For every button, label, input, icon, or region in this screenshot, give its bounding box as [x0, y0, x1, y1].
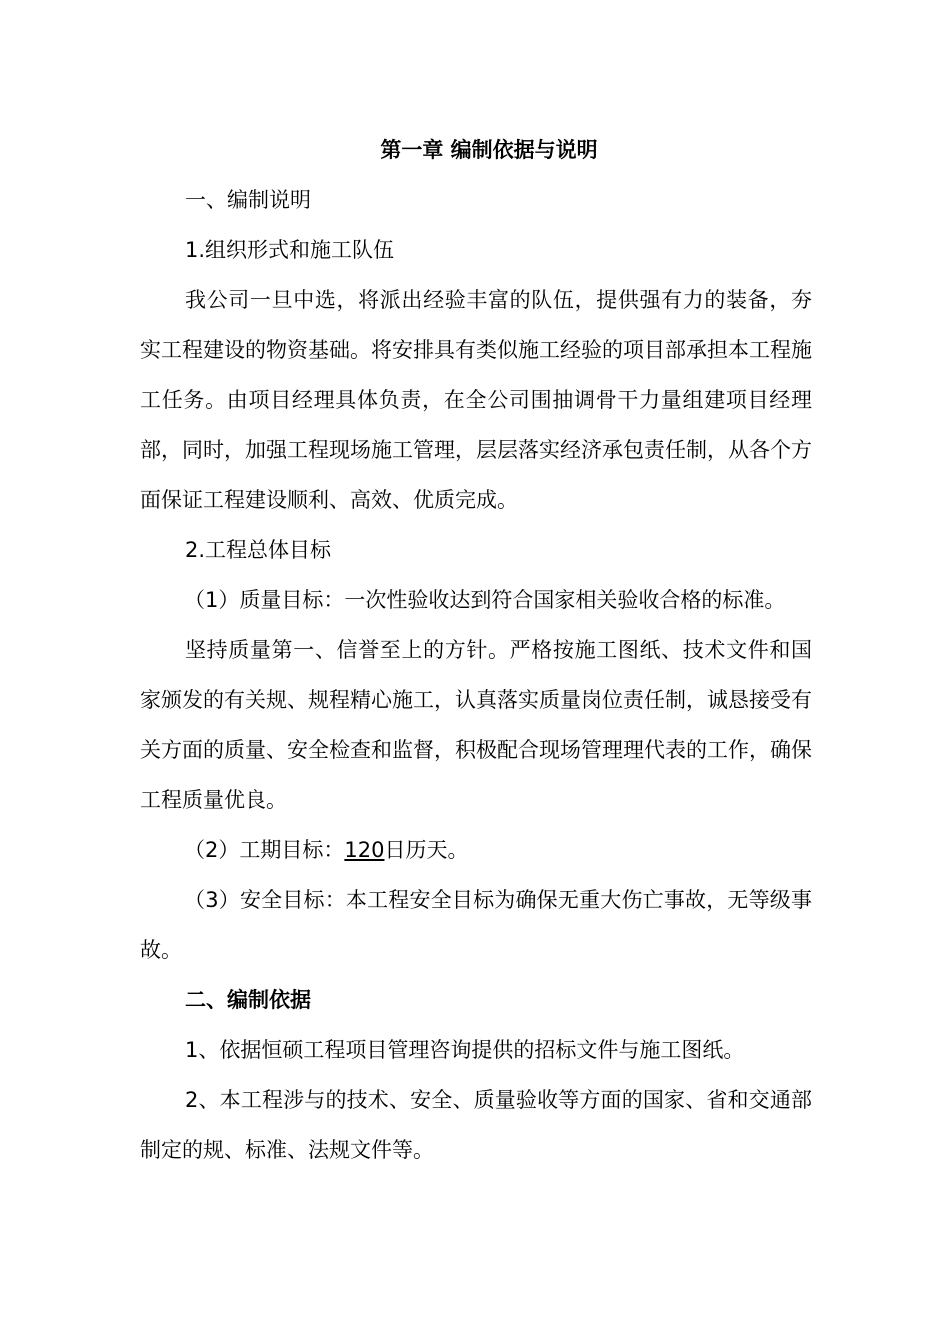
basis-item-2: 2、本工程涉与的技术、安全、质量验收等方面的国家、省和交通部制定的规、标准、法规文件等。: [140, 1088, 812, 1162]
paragraph-organization: 我公司一旦中选，将派出经验丰富的队伍，提供强有力的装备，夯实工程建设的物资基础。将安排具有类似施工经验的项目部承担本工程施工任务。由项目经理具体负责，在全公司围抽调骨干力量组建项目经理部，同时，加强工程现场施工管理，层层落实经济承包责任制，从各个方面保证工程建设顺利、高效、优质完成。: [140, 288, 812, 512]
safety-goal: （3）安全目标：本工程安全目标为确保无重大伤亡事故，无等级事故。: [140, 888, 812, 962]
paragraph-quality: 坚持质量第一、信誉至上的方针。严格按施工图纸、技术文件和国家颁发的有关规、规程精心施工，认真落实质量岗位责任制，诚恳接受有关方面的质量、安全检查和监督，积极配合现场管理理代表的工作，确保工程质量优良。: [140, 638, 812, 812]
subheading-overall-goals: 2.工程总体目标: [185, 538, 332, 562]
section-heading-compilation-basis: 二、编制依据: [185, 988, 311, 1012]
schedule-goal-suffix: 日历天。: [384, 838, 469, 862]
quality-goal: （1）质量目标：一次性验收达到符合国家相关验收合格的标准。: [184, 588, 786, 612]
subheading-organization: 1.组织形式和施工队伍: [185, 238, 395, 262]
document-page: [140, 125, 812, 1175]
chapter-title: 第一章 编制依据与说明: [380, 138, 598, 162]
schedule-days: 120: [344, 838, 385, 862]
basis-item-1: 1、依据恒硕工程项目管理咨询提供的招标文件与施工图纸。: [185, 1038, 745, 1062]
section-heading-compilation-notes: 一、编制说明: [185, 188, 311, 212]
schedule-goal: [140, 825, 812, 875]
schedule-goal-prefix: （2）工期目标：: [184, 838, 345, 862]
